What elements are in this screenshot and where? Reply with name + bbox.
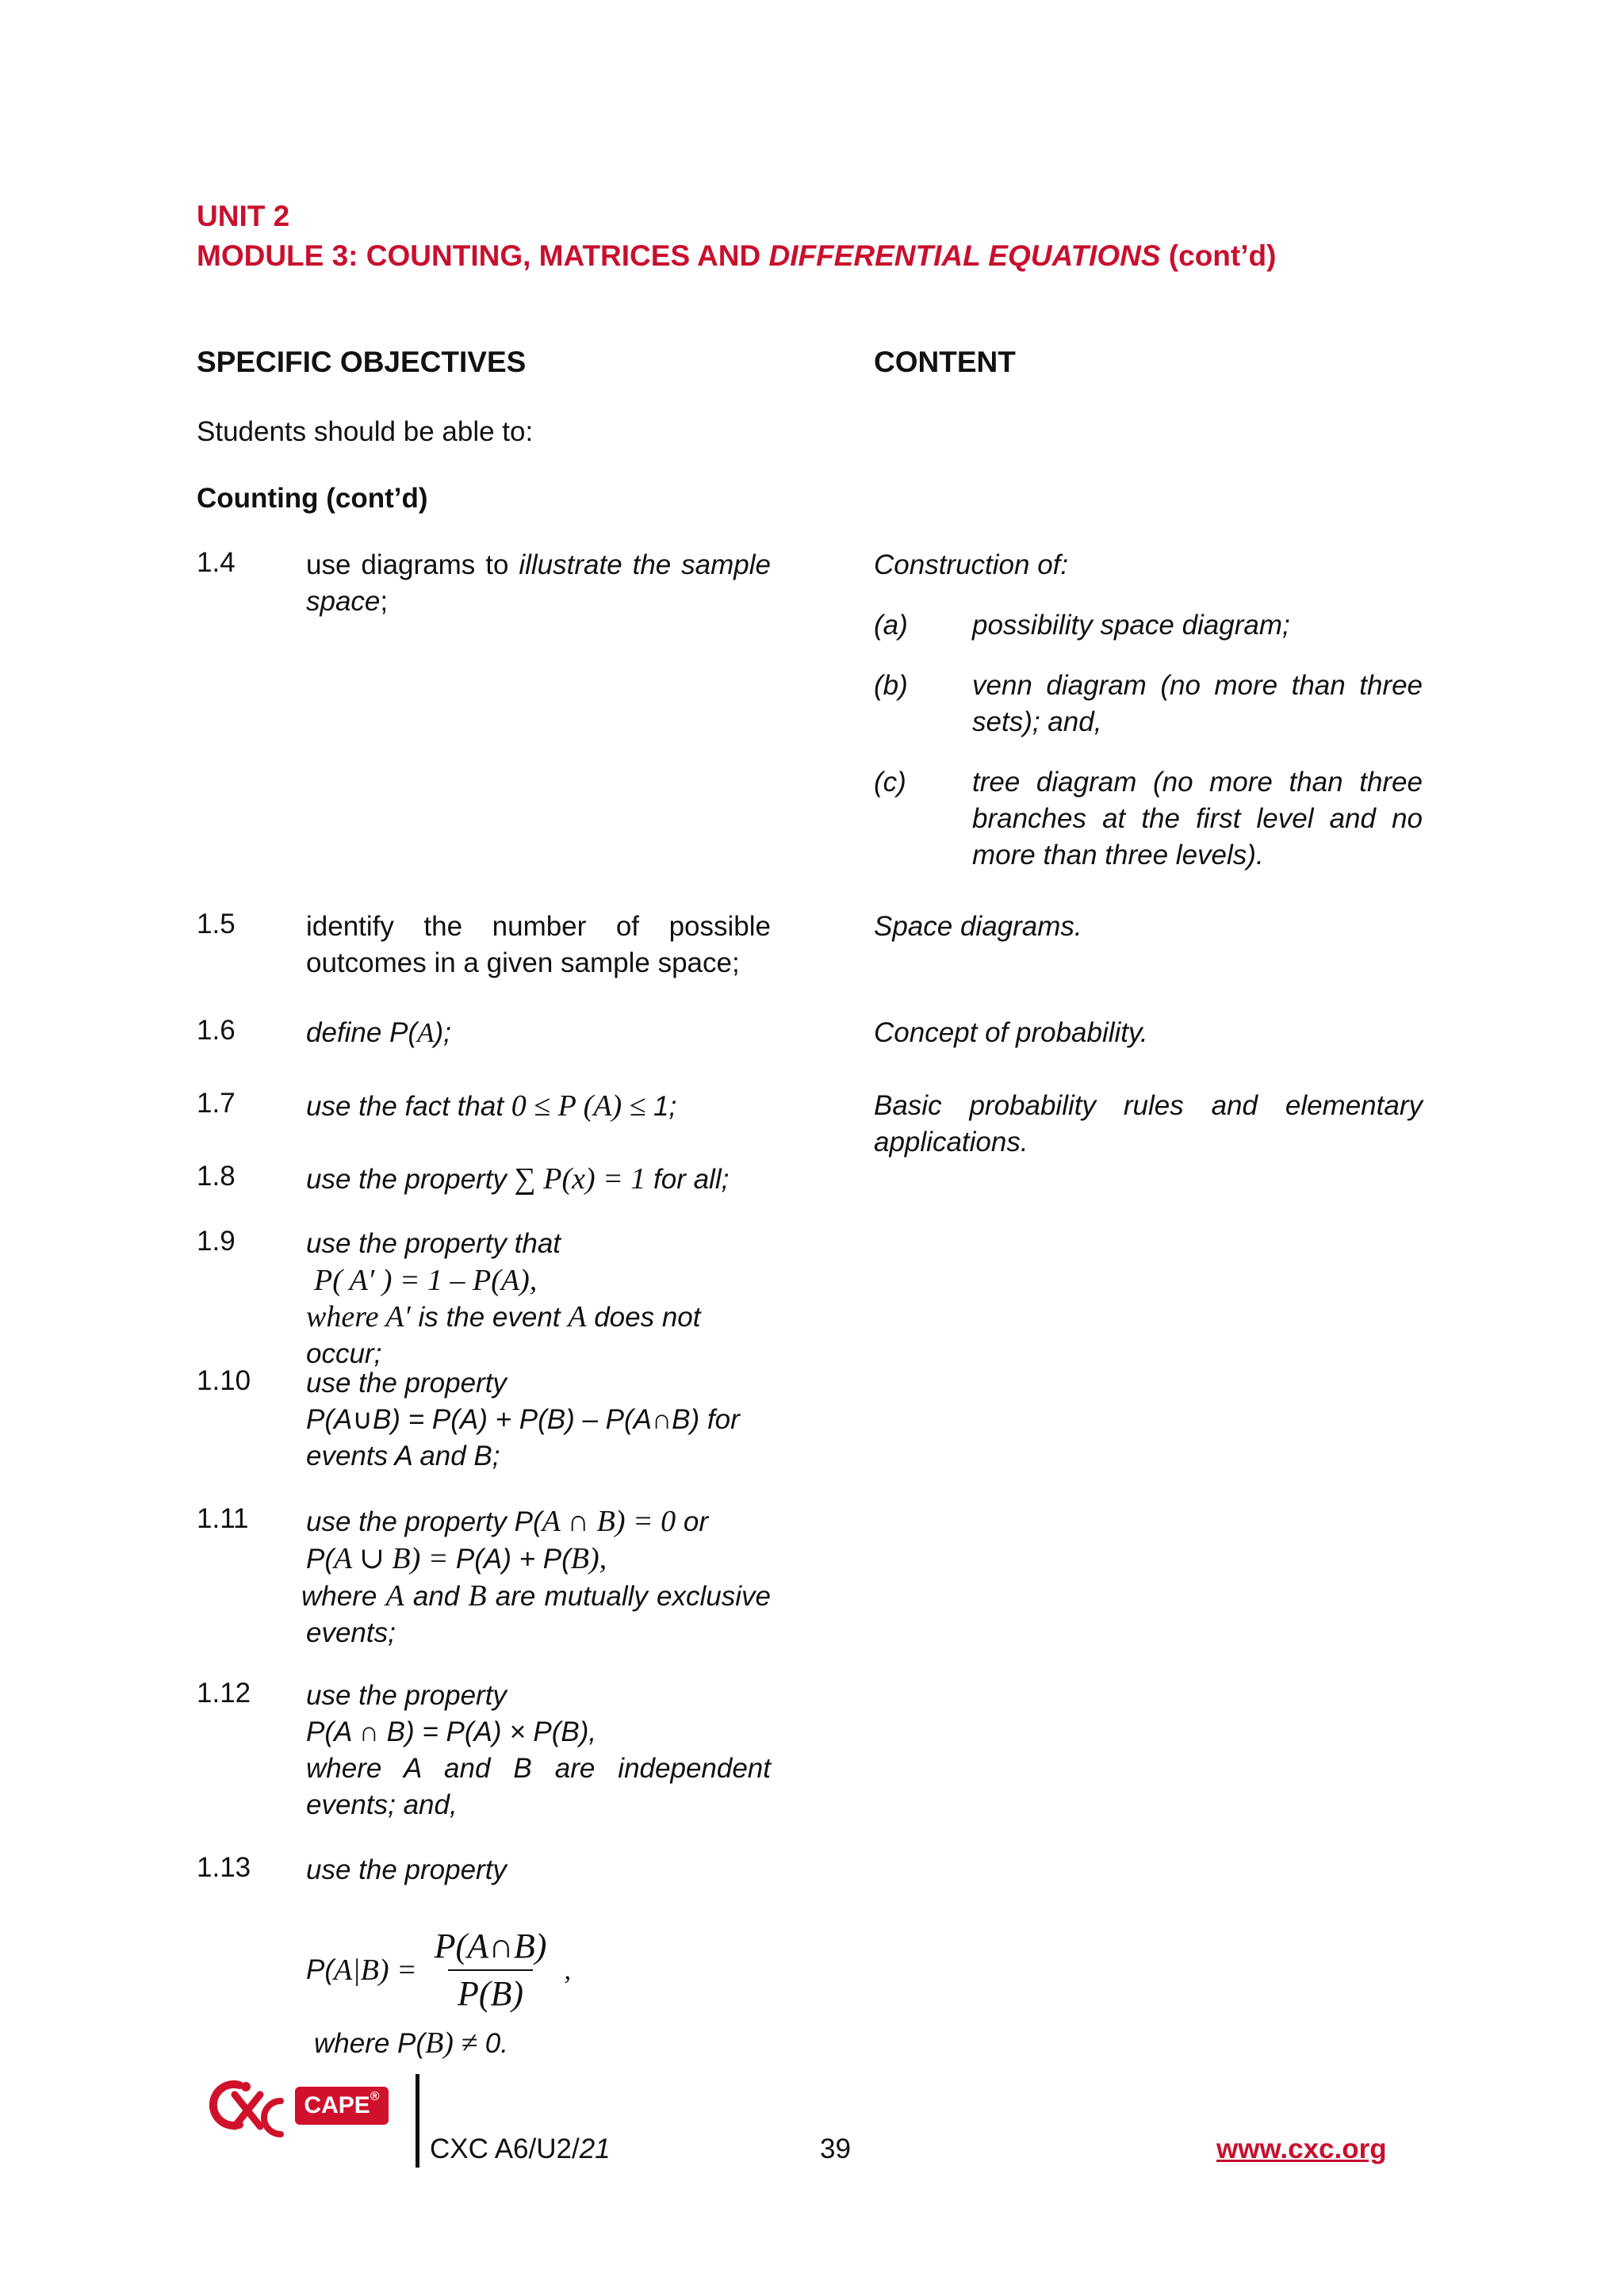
- fraction-denominator: P(B): [448, 1969, 533, 2017]
- text-line: use the property that: [306, 1228, 561, 1259]
- text-line: branches at the first level and no: [972, 803, 1423, 834]
- math-part: A: [385, 1579, 404, 1613]
- objective-number: 1.11: [197, 1503, 249, 1534]
- text-line: P(A ∩ B) = P(A) × P(B),: [306, 1716, 597, 1747]
- text-part: use diagrams to: [306, 549, 519, 580]
- objective-1-8: [306, 1161, 729, 1198]
- text-line: identify the number of possible: [306, 911, 771, 942]
- content-heading: CONTENT: [874, 346, 1016, 378]
- objective-number: 1.7: [197, 1088, 236, 1119]
- text-part: illustrate the sample: [519, 549, 771, 580]
- text-line: more than three levels).: [972, 840, 1264, 871]
- unit-title: UNIT 2: [197, 200, 290, 232]
- math-part: where A′: [306, 1300, 411, 1334]
- text-line: events; and,: [306, 1789, 458, 1820]
- objective-number: 1.9: [197, 1226, 236, 1257]
- module-title: [197, 236, 1276, 276]
- objective-number: 1.10: [197, 1365, 251, 1396]
- formula-comma: ,: [564, 1954, 572, 1985]
- cxc-website-link[interactable]: www.cxc.org: [1216, 2133, 1387, 2164]
- math-part: 0 ≤ P (A) ≤: [511, 1089, 654, 1123]
- cape-badge-text: CAPE: [304, 2092, 370, 2118]
- objective-1-7: [306, 1088, 676, 1125]
- objective-1-13-intro: use the property: [306, 1854, 507, 1885]
- text-line: outcomes in a given sample space;: [306, 947, 740, 978]
- text-part: is the event: [410, 1302, 569, 1333]
- text-line: events A and B;: [306, 1441, 500, 1471]
- document-code: [430, 2131, 611, 2168]
- objective-1-11: [301, 1503, 771, 1651]
- objective-number: 1.13: [197, 1852, 251, 1883]
- module-title-suffix: (cont’d): [1160, 239, 1277, 272]
- math-part: B: [468, 1579, 487, 1613]
- math-part: A ∪ B) =: [334, 1542, 456, 1575]
- text-part: where P(: [314, 2028, 426, 2059]
- text-line: where A and B are independent: [306, 1753, 771, 1784]
- text-line: tree diagram (no more than three: [972, 767, 1423, 798]
- intro-text: Students should be able to:: [197, 416, 534, 447]
- math-line: P( A′ ) = 1 – P(A),: [314, 1264, 538, 1297]
- content-space-diagrams: Space diagrams.: [874, 911, 1082, 942]
- module-title-italic: DIFFERENTIAL EQUATIONS: [768, 239, 1161, 272]
- text-line: sets); and,: [972, 706, 1102, 737]
- text-part: define P(: [306, 1017, 418, 1048]
- formula-lhs-math: A|B) =: [334, 1954, 417, 1987]
- math-part: A ∩ B) = 0: [542, 1505, 676, 1538]
- objective-number: 1.6: [197, 1015, 236, 1046]
- text-part: P(: [306, 1544, 334, 1575]
- objective-number: 1.12: [197, 1678, 251, 1709]
- text-line: use the property: [306, 1368, 507, 1399]
- specific-objectives-heading: SPECIFIC OBJECTIVES: [197, 346, 527, 378]
- content-item-b: [972, 668, 1423, 740]
- fraction: [425, 1923, 557, 2017]
- content-item-label: (c): [874, 767, 906, 798]
- text-part: does not occur;: [306, 1302, 701, 1369]
- text-part: where: [301, 1581, 386, 1612]
- objective-1-13-condition: [314, 2025, 508, 2062]
- section-heading: Counting (cont’d): [197, 483, 428, 514]
- content-item-c: [972, 764, 1423, 874]
- document-code-year: 21: [579, 2133, 611, 2164]
- text-line: use the property: [306, 1680, 507, 1711]
- objective-number: 1.4: [197, 547, 236, 578]
- text-part: 1;: [653, 1091, 677, 1122]
- math-part: ∑ P(x) = 1: [514, 1162, 646, 1196]
- objective-1-4: [306, 547, 771, 620]
- text-part: );: [434, 1017, 451, 1048]
- conditional-probability-formula: [306, 1920, 571, 2020]
- text-part: P(A) + P(: [455, 1544, 571, 1575]
- objective-number: 1.5: [197, 909, 236, 939]
- objective-1-12: [306, 1678, 771, 1823]
- text-part: or: [676, 1506, 708, 1537]
- objective-1-9: [306, 1226, 782, 1372]
- text-part: use the fact that: [306, 1091, 511, 1122]
- objective-1-6: [306, 1015, 451, 1051]
- content-concept-probability: Concept of probability.: [874, 1017, 1148, 1048]
- document-code-prefix: CXC A6/U2/: [430, 2133, 580, 2164]
- text-part: ;: [380, 586, 389, 617]
- text-line: events;: [306, 1617, 396, 1648]
- text-part: are mutually exclusive: [486, 1581, 771, 1612]
- text-part: for all;: [645, 1164, 730, 1195]
- registered-mark: ®: [370, 2090, 380, 2103]
- math-part: B) ≠: [425, 2026, 485, 2060]
- text-part: A: [417, 1017, 435, 1048]
- objective-1-10: [306, 1365, 771, 1475]
- objective-1-5: [306, 909, 771, 982]
- text-part: use the property: [306, 1164, 515, 1195]
- text-part: and: [404, 1581, 469, 1612]
- text-part: 0.: [485, 2028, 508, 2059]
- text-line: applications.: [874, 1127, 1028, 1158]
- text-part: space: [306, 586, 381, 617]
- content-item-label: (a): [874, 610, 908, 641]
- objective-number: 1.8: [197, 1161, 236, 1192]
- cape-badge: [295, 2087, 389, 2125]
- cxc-logo-icon: [208, 2077, 287, 2141]
- math-part: A: [568, 1300, 587, 1334]
- text-line: P(A∪B) = P(A) + P(B) – P(A∩B) for: [306, 1404, 740, 1435]
- content-item-label: (b): [874, 670, 908, 701]
- content-basic-rules: [874, 1088, 1423, 1161]
- module-title-prefix: MODULE 3: COUNTING, MATRICES AND: [197, 239, 769, 272]
- page-number: 39: [820, 2133, 851, 2164]
- fraction-numerator: P(A∩B): [434, 1927, 547, 1965]
- cxc-logo: [208, 2077, 287, 2141]
- formula-lhs: P(: [306, 1954, 334, 1985]
- text-line: venn diagram (no more than three: [972, 670, 1423, 701]
- content-construction-title: Construction of:: [874, 549, 1069, 580]
- text-part: use the property P(: [306, 1506, 542, 1537]
- math-part: B),: [570, 1542, 607, 1575]
- text-line: Basic probability rules and elementary: [874, 1090, 1423, 1121]
- footer-divider: [416, 2074, 419, 2168]
- content-item-a: possibility space diagram;: [972, 610, 1290, 641]
